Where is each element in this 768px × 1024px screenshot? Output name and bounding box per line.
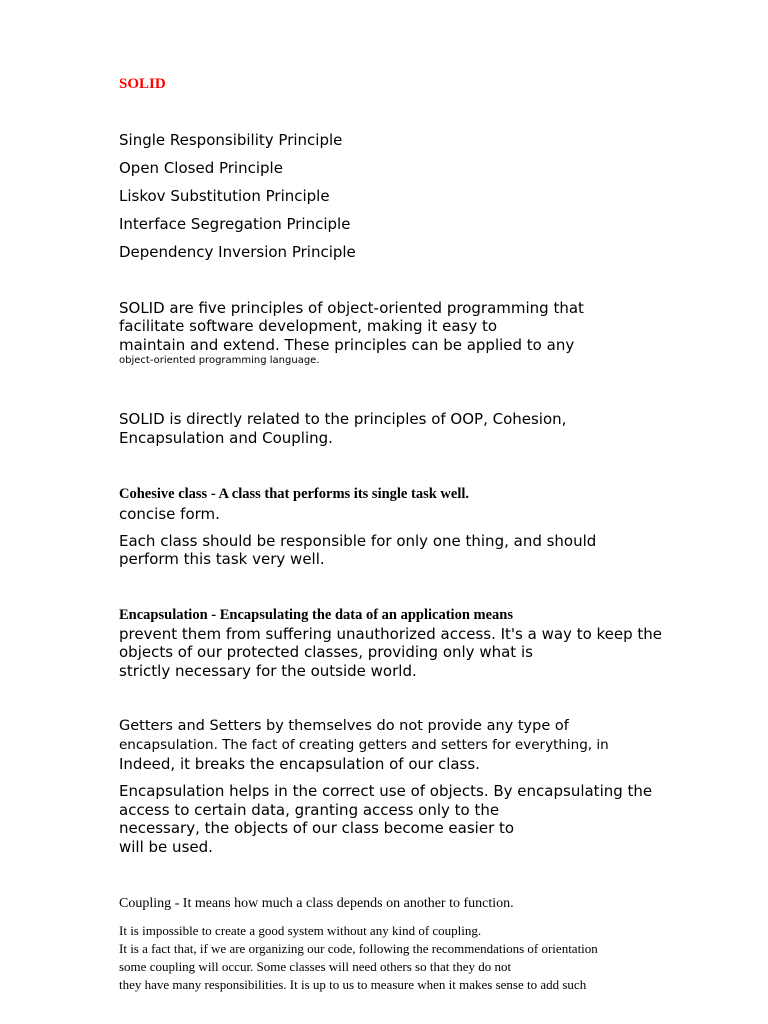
encapsulation-helps-line: Encapsulation helps in the correct use of objects. By encapsulating the xyxy=(119,782,653,800)
intro-line: maintain and extend. These principles can be applied to any xyxy=(119,336,575,354)
encapsulation-line: prevent them from suffering unauthorized access. It's a way to keep the xyxy=(119,625,663,643)
getters-line: Getters and Setters by themselves do not provide any type of xyxy=(119,718,569,734)
getters-line: encapsulation. The fact of creating getters and setters for everything, in xyxy=(119,737,609,753)
cohesive-paragraph-line: perform this task very well. xyxy=(119,550,325,568)
coupling-line: some coupling will occur. Some classes will need others so that they do not xyxy=(119,959,512,974)
encapsulation-helps-line: access to certain data, granting access only to the xyxy=(119,801,500,819)
getters-line: Indeed, it breaks the encapsulation of our class. xyxy=(119,755,480,773)
encapsulation-helps-line: will be used. xyxy=(119,838,213,856)
principle-item: Dependency Inversion Principle xyxy=(119,243,356,261)
cohesive-heading: Cohesive class - A class that performs its single task well. xyxy=(119,486,469,502)
coupling-heading: Coupling - It means how much a class depends on another to function. xyxy=(119,896,514,911)
intro-line: SOLID are five principles of object-oriented programming that xyxy=(119,299,584,317)
document-title: SOLID xyxy=(119,76,166,92)
intro-line: facilitate software development, making it easy to xyxy=(119,317,498,335)
coupling-line: It is a fact that, if we are organizing our code, following the recommendations of orientation xyxy=(119,941,598,956)
encapsulation-line: objects of our protected classes, providing only what is xyxy=(119,643,533,661)
coupling-line: they have many responsibilities. It is up to us to measure when it makes sense to add such xyxy=(119,977,587,992)
encapsulation-helps-line: necessary, the objects of our class become easier to xyxy=(119,819,515,837)
principle-item: Open Closed Principle xyxy=(119,159,283,177)
principle-item: Liskov Substitution Principle xyxy=(119,187,330,205)
intro-line: object-oriented programming language. xyxy=(119,355,320,366)
cohesive-line: concise form. xyxy=(119,505,220,523)
principle-item: Interface Segregation Principle xyxy=(119,215,351,233)
oop-relation-line: SOLID is directly related to the principles of OOP, Cohesion, xyxy=(119,410,567,428)
encapsulation-heading: Encapsulation - Encapsulating the data of an application means xyxy=(119,607,513,623)
cohesive-paragraph-line: Each class should be responsible for only one thing, and should xyxy=(119,532,597,550)
encapsulation-line: strictly necessary for the outside world. xyxy=(119,662,417,680)
oop-relation-line: Encapsulation and Coupling. xyxy=(119,429,333,447)
coupling-line: It is impossible to create a good system without any kind of coupling. xyxy=(119,923,482,938)
principle-item: Single Responsibility Principle xyxy=(119,131,343,149)
